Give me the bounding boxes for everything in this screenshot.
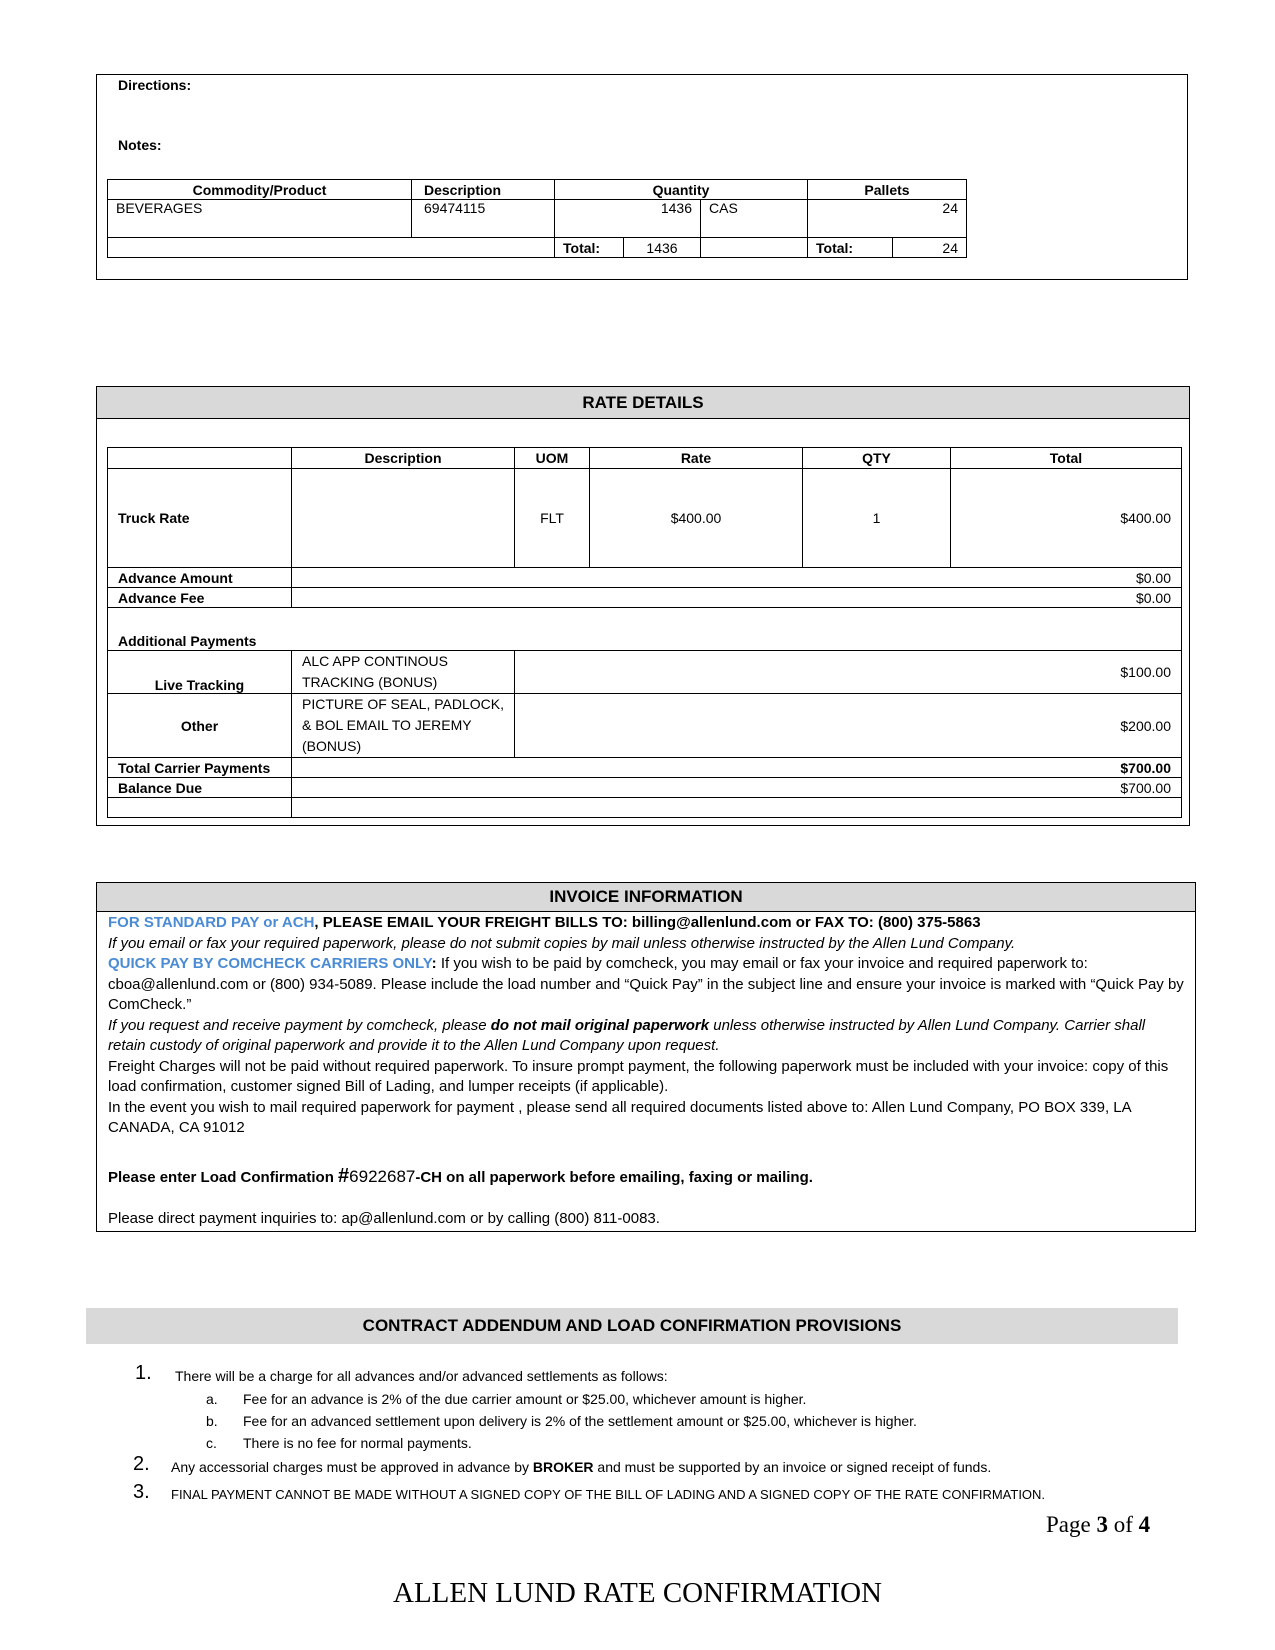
empty-cell	[108, 238, 555, 258]
other-value: $200.00	[515, 694, 1182, 758]
live-tracking-description	[292, 651, 515, 694]
provision-c: There is no fee for normal payments.	[243, 1435, 472, 1451]
comcheck-note	[108, 1016, 1184, 1057]
commodity-cell: BEVERAGES	[108, 200, 412, 238]
load-confirmation-b: -CH on all paperwork before emailing, faxing or mailing.	[415, 1168, 813, 1186]
provision-b-label: b.	[206, 1413, 218, 1429]
other-desc-line: (BONUS)	[302, 738, 362, 754]
other-desc-line: & BOL EMAIL TO JEREMY	[302, 717, 472, 733]
standard-pay-line	[108, 913, 1184, 934]
quick-pay-text: If you wish to be paid by comcheck, you may email or fax your invoice and required paperwork to: cboa@allenlund.com or (800) 934-5089. Please include the load number and “Quick Pay” in the subject line and ensure your invoice is marked with “Quick Pay by ComCheck.”	[108, 955, 1184, 1013]
page-word: Page	[1046, 1512, 1097, 1537]
other-desc-line: PICTURE OF SEAL, PADLOCK,	[302, 696, 505, 712]
table-row	[108, 200, 967, 238]
total-pallets: 24	[893, 238, 967, 258]
total-label-2: Total:	[808, 238, 893, 258]
comcheck-note-a: If you request and receive payment by comcheck, please	[108, 1016, 491, 1034]
mail-address-note: In the event you wish to mail required paperwork for payment , please send all required documents listed above to: Allen Lund Company, PO BOX 339, LA CANADA, CA 91012	[108, 1098, 1131, 1136]
empty-row	[108, 798, 1182, 818]
total-qty: 1436	[624, 238, 701, 258]
qty-header: QTY	[803, 448, 951, 469]
total-carrier-row	[108, 758, 1182, 778]
pallets-header: Pallets	[808, 180, 967, 200]
total-carrier-value: $700.00	[292, 758, 1182, 778]
additional-payments-label: Additional Payments	[108, 608, 1182, 651]
notes-label: Notes:	[118, 137, 162, 153]
empty-header	[108, 448, 292, 469]
live-tracking-label: Live Tracking	[108, 651, 292, 694]
provision-a: Fee for an advance is 2% of the due carrier amount or $25.00, whichever amount is higher.	[243, 1391, 807, 1407]
invoice-body	[108, 913, 1184, 1230]
balance-due-label: Balance Due	[108, 778, 292, 798]
rate-description-header: Description	[292, 448, 515, 469]
other-description	[292, 694, 515, 758]
provision-1: There will be a charge for all advances and/or advanced settlements as follows:	[175, 1368, 668, 1384]
balance-due-value: $700.00	[292, 778, 1182, 798]
standard-pay-heading: FOR STANDARD PAY or ACH	[108, 914, 315, 931]
empty-cell	[108, 798, 292, 818]
addendum-title: CONTRACT ADDENDUM AND LOAD CONFIRMATION PROVISIONS	[86, 1308, 1178, 1344]
provision-2	[171, 1459, 991, 1475]
unit-cell: CAS	[701, 200, 808, 238]
balance-due-row	[108, 778, 1182, 798]
advance-amount-label: Advance Amount	[108, 568, 292, 588]
paperwork-note: If you email or fax your required paperwork, please do not submit copies by mail unless otherwise instructed by the Allen Lund Company.	[108, 934, 1016, 952]
other-label: Other	[108, 694, 292, 758]
empty-cell	[292, 798, 1182, 818]
quick-pay-heading: QUICK PAY BY COMCHECK CARRIERS ONLY	[108, 955, 432, 972]
freight-charges-note: Freight Charges will not be paid without required paperwork. To insure prompt payment, the following paperwork must be included with your invoice: copy of this load confirmation, customer signed Bill of Lading, and lumper receipts (if applicable).	[108, 1057, 1169, 1095]
truck-rate-rate: $400.00	[590, 469, 803, 568]
advance-fee-row	[108, 588, 1182, 608]
total-label-1: Total:	[555, 238, 624, 258]
truck-rate-description	[292, 469, 515, 568]
provision-number: 1.	[135, 1362, 152, 1384]
provision-2-a: Any accessorial charges must be approved in advance by	[171, 1459, 533, 1475]
commodity-header: Commodity/Product	[108, 180, 412, 200]
rate-header: Rate	[590, 448, 803, 469]
provision-2-c: and must be supported by an invoice or signed receipt of funds.	[593, 1459, 992, 1475]
live-tracking-desc-line: TRACKING (BONUS)	[302, 674, 438, 690]
description-header: Description	[412, 180, 555, 200]
provision-2-broker: BROKER	[532, 1459, 594, 1475]
truck-rate-total: $400.00	[951, 469, 1182, 568]
provision-b: Fee for an advanced settlement upon delivery is 2% of the settlement amount or $25.00, whichever is higher.	[243, 1413, 917, 1429]
uom-header: UOM	[515, 448, 590, 469]
empty-cell	[701, 238, 808, 258]
additional-payments-row	[108, 608, 1182, 651]
live-tracking-desc-line: ALC APP CONTINOUS	[302, 653, 449, 669]
provision-number: 2.	[133, 1453, 150, 1475]
invoice-information-box	[96, 882, 1196, 1232]
advance-amount-row	[108, 568, 1182, 588]
comcheck-note-bold: do not mail original paperwork	[490, 1016, 710, 1034]
other-row	[108, 694, 1182, 758]
load-confirmation-note	[108, 1166, 1184, 1189]
page-number	[1046, 1512, 1150, 1538]
shipment-box	[96, 74, 1188, 280]
truck-rate-label: Truck Rate	[108, 469, 292, 568]
rate-header-row	[108, 448, 1182, 469]
rate-details-box	[96, 386, 1190, 826]
provision-c-label: c.	[206, 1435, 217, 1451]
quantity-cell: 1436	[555, 200, 701, 238]
truck-rate-uom: FLT	[515, 469, 590, 568]
rate-details-title: RATE DETAILS	[97, 387, 1189, 419]
live-tracking-row	[108, 651, 1182, 694]
quantity-header: Quantity	[555, 180, 808, 200]
total-header: Total	[951, 448, 1182, 469]
advance-fee-value: $0.00	[292, 588, 1182, 608]
pallets-cell: 24	[808, 200, 967, 238]
standard-pay-text: , PLEASE EMAIL YOUR FREIGHT BILLS TO: billing@allenlund.com or FAX TO: (800) 375-5863	[314, 914, 981, 931]
page-total: 4	[1138, 1512, 1151, 1537]
description-cell: 69474115	[412, 200, 555, 238]
table-header-row	[108, 180, 967, 200]
invoice-information-title: INVOICE INFORMATION	[97, 883, 1195, 912]
truck-rate-qty: 1	[803, 469, 951, 568]
rate-table	[107, 447, 1182, 818]
page-of: of	[1107, 1512, 1139, 1537]
load-confirmation-hash: #	[338, 1164, 350, 1187]
load-confirmation-a: Please enter Load Confirmation	[108, 1168, 339, 1186]
comcheck-note-c: unless otherwise instructed by Allen Lund Company. Carrier shall retain custody of original paperwork and provide it to the Allen Lund Company upon request.	[108, 1016, 1146, 1054]
total-carrier-label: Total Carrier Payments	[108, 758, 292, 778]
footer-title: ALLEN LUND RATE CONFIRMATION	[393, 1577, 882, 1609]
provision-3: FINAL PAYMENT CANNOT BE MADE WITHOUT A SIGNED COPY OF THE BILL OF LADING AND A SIGNED COPY OF THE RATE CONFIRMATION.	[171, 1487, 1046, 1502]
page-current: 3	[1096, 1512, 1108, 1537]
provision-a-label: a.	[206, 1391, 218, 1407]
truck-rate-row	[108, 469, 1182, 568]
advance-amount-value: $0.00	[292, 568, 1182, 588]
commodity-table	[107, 179, 967, 258]
totals-row	[108, 238, 967, 258]
quick-pay-line	[108, 954, 1184, 1016]
payment-inquiries-note: Please direct payment inquiries to: ap@allenlund.com or by calling (800) 811-0083.	[108, 1210, 660, 1227]
live-tracking-value: $100.00	[515, 651, 1182, 694]
provision-number: 3.	[133, 1481, 150, 1503]
directions-label: Directions:	[118, 77, 192, 93]
load-confirmation-number: 6922687	[349, 1166, 416, 1186]
advance-fee-label: Advance Fee	[108, 588, 292, 608]
quick-pay-colon: :	[431, 955, 437, 972]
